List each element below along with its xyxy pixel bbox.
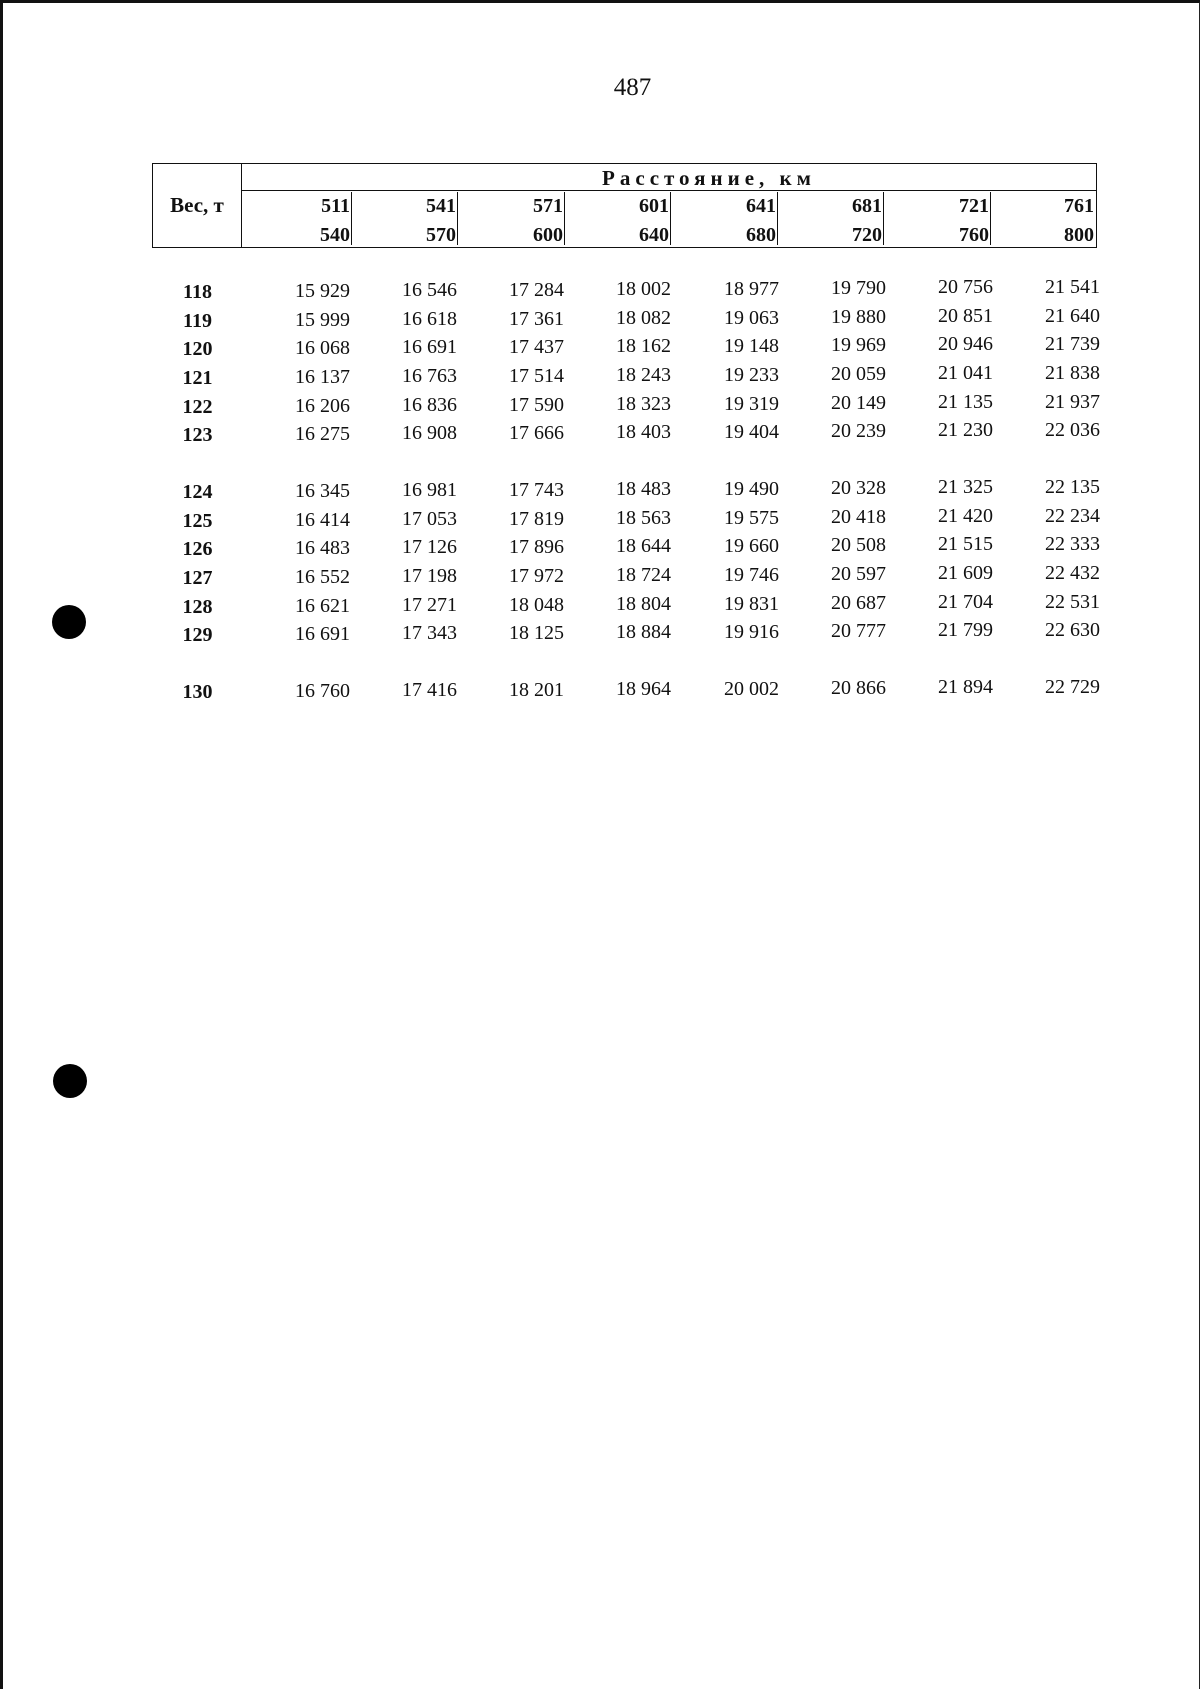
value-cell: 21 799	[938, 619, 993, 642]
value-cell: 19 319	[724, 392, 779, 415]
value-cell: 19 969	[831, 334, 886, 356]
distance-to: 640	[639, 224, 669, 246]
distance-header-group	[242, 164, 1096, 247]
value-cell: 19 063	[724, 306, 779, 329]
value-cell: 20 597	[831, 563, 886, 585]
weight-cell: 129	[182, 624, 213, 646]
weight-cell: 120	[182, 338, 213, 360]
weight-header: Вес, т	[153, 164, 242, 247]
distance-to: 540	[320, 224, 350, 246]
value-cell: 21 135	[938, 391, 993, 414]
value-cell: 17 437	[509, 335, 564, 358]
value-cell: 18 002	[616, 278, 671, 301]
value-cell: 21 325	[938, 476, 993, 499]
value-cell: 17 053	[402, 508, 457, 531]
value-cell: 21 515	[938, 533, 993, 556]
value-cell: 16 836	[402, 394, 457, 417]
distance-from: 571	[533, 195, 563, 217]
value-cell: 21 041	[938, 362, 993, 385]
value-cell: 19 660	[724, 534, 779, 557]
value-cell: 16 068	[295, 337, 350, 359]
value-cell: 17 361	[509, 307, 564, 330]
value-cell: 18 403	[616, 421, 671, 444]
value-cell: 17 284	[509, 278, 564, 301]
value-cell: 22 036	[1045, 418, 1100, 441]
value-cell: 19 148	[724, 334, 779, 357]
value-cell: 17 198	[402, 565, 457, 588]
weight-cell: 130	[182, 681, 213, 703]
value-cell: 22 729	[1045, 675, 1100, 698]
weight-cell: 118	[183, 281, 212, 303]
punch-hole	[52, 605, 86, 639]
value-cell: 16 414	[295, 509, 350, 531]
value-cell: 22 234	[1045, 504, 1100, 527]
distance-column-header	[458, 192, 565, 245]
distance-from: 761	[1064, 195, 1094, 217]
distance-to: 760	[959, 224, 989, 246]
value-cell: 21 640	[1045, 304, 1100, 327]
value-cell: 19 831	[724, 592, 779, 615]
value-cell: 16 621	[295, 595, 350, 617]
value-cell: 20 851	[938, 305, 993, 328]
value-cell: 15 929	[295, 280, 350, 302]
value-cell: 17 743	[509, 478, 564, 501]
value-cell: 19 746	[724, 563, 779, 586]
value-cell: 21 937	[1045, 390, 1100, 413]
distance-columns	[242, 192, 1096, 247]
value-cell: 17 972	[509, 564, 564, 587]
page-number: 487	[613, 74, 652, 101]
value-cell: 22 432	[1045, 561, 1100, 584]
value-cell: 19 490	[724, 477, 779, 500]
value-cell: 16 345	[295, 480, 350, 502]
weight-cell: 126	[182, 538, 213, 560]
value-cell: 18 323	[616, 393, 671, 416]
distance-column-header	[242, 192, 352, 245]
distance-column-header	[671, 192, 778, 245]
distance-from: 541	[426, 195, 456, 217]
value-cell: 19 880	[831, 306, 886, 328]
value-cell: 18 563	[616, 507, 671, 530]
value-cell: 20 687	[831, 592, 886, 614]
distance-to: 800	[1064, 224, 1094, 246]
distance-to: 570	[426, 224, 456, 246]
value-cell: 19 233	[724, 363, 779, 386]
distance-from: 511	[321, 195, 350, 217]
distance-column-header	[778, 192, 884, 245]
distance-from: 721	[959, 195, 989, 217]
value-cell: 19 575	[724, 506, 779, 529]
value-cell: 20 239	[831, 420, 886, 442]
value-cell: 16 137	[295, 366, 350, 388]
value-cell: 21 420	[938, 505, 993, 528]
distance-to: 720	[852, 224, 882, 246]
value-cell: 21 609	[938, 562, 993, 585]
table-header	[152, 163, 1097, 248]
value-cell: 17 896	[509, 535, 564, 558]
weight-cell: 124	[182, 481, 213, 503]
value-cell: 18 243	[616, 364, 671, 387]
value-cell: 18 977	[724, 277, 779, 300]
value-cell: 18 201	[509, 678, 564, 701]
weight-cell: 128	[182, 596, 213, 618]
value-cell: 16 760	[295, 680, 350, 702]
value-cell: 16 618	[402, 308, 457, 331]
value-cell: 18 162	[616, 335, 671, 358]
distance-from: 681	[852, 195, 882, 217]
value-cell: 16 483	[295, 537, 350, 559]
value-cell: 20 756	[938, 276, 993, 299]
value-cell: 22 135	[1045, 475, 1100, 498]
value-cell: 19 916	[724, 620, 779, 643]
distance-column-header	[884, 192, 991, 245]
distance-from: 601	[639, 195, 669, 217]
value-cell: 20 946	[938, 333, 993, 356]
value-cell: 18 644	[616, 535, 671, 558]
value-cell: 20 059	[831, 363, 886, 385]
value-cell: 20 508	[831, 534, 886, 556]
value-cell: 17 666	[509, 421, 564, 444]
value-cell: 16 908	[402, 422, 457, 445]
value-cell: 16 275	[295, 423, 350, 445]
value-cell: 20 149	[831, 392, 886, 414]
weight-cell: 121	[182, 367, 213, 389]
distance-from: 641	[746, 195, 776, 217]
distance-to: 680	[746, 224, 776, 246]
value-cell: 21 704	[938, 591, 993, 614]
value-cell: 19 790	[831, 277, 886, 299]
value-cell: 17 126	[402, 536, 457, 559]
value-cell: 16 981	[402, 479, 457, 502]
value-cell: 18 964	[616, 678, 671, 701]
weight-cell: 127	[182, 567, 213, 589]
value-cell: 20 328	[831, 477, 886, 499]
value-cell: 19 404	[724, 420, 779, 443]
punch-hole	[53, 1064, 87, 1098]
distance-header: Расстояние, км	[242, 164, 1096, 191]
value-cell: 21 894	[938, 676, 993, 699]
weight-cell: 125	[182, 510, 213, 532]
weight-cell: 123	[182, 424, 213, 446]
weight-cell: 122	[182, 396, 213, 418]
value-cell: 18 082	[616, 307, 671, 330]
value-cell: 16 691	[295, 623, 350, 645]
distance-to: 600	[533, 224, 563, 246]
value-cell: 22 630	[1045, 618, 1100, 641]
distance-column-header	[991, 192, 1095, 245]
value-cell: 18 125	[509, 621, 564, 644]
value-cell: 18 048	[509, 593, 564, 616]
value-cell: 16 763	[402, 365, 457, 388]
value-cell: 17 416	[402, 679, 457, 702]
value-cell: 21 838	[1045, 361, 1100, 384]
value-cell: 22 531	[1045, 590, 1100, 613]
value-cell: 22 333	[1045, 532, 1100, 555]
value-cell: 17 514	[509, 364, 564, 387]
value-cell: 20 866	[831, 677, 886, 699]
value-cell: 16 691	[402, 336, 457, 359]
value-cell: 16 206	[295, 395, 350, 417]
value-cell: 21 739	[1045, 332, 1100, 355]
distance-column-header	[352, 192, 458, 245]
weight-cell: 119	[183, 310, 212, 332]
value-cell: 20 002	[724, 677, 779, 700]
value-cell: 16 552	[295, 566, 350, 588]
value-cell: 17 271	[402, 594, 457, 617]
value-cell: 18 483	[616, 478, 671, 501]
value-cell: 20 418	[831, 506, 886, 528]
value-cell: 17 819	[509, 507, 564, 530]
value-cell: 15 999	[295, 309, 350, 331]
distance-column-header	[565, 192, 671, 245]
value-cell: 21 541	[1045, 275, 1100, 298]
value-cell: 21 230	[938, 419, 993, 442]
value-cell: 16 546	[402, 279, 457, 302]
value-cell: 17 343	[402, 622, 457, 645]
value-cell: 20 777	[831, 620, 886, 642]
value-cell: 17 590	[509, 393, 564, 416]
value-cell: 18 724	[616, 564, 671, 587]
value-cell: 18 884	[616, 621, 671, 644]
value-cell: 18 804	[616, 593, 671, 616]
